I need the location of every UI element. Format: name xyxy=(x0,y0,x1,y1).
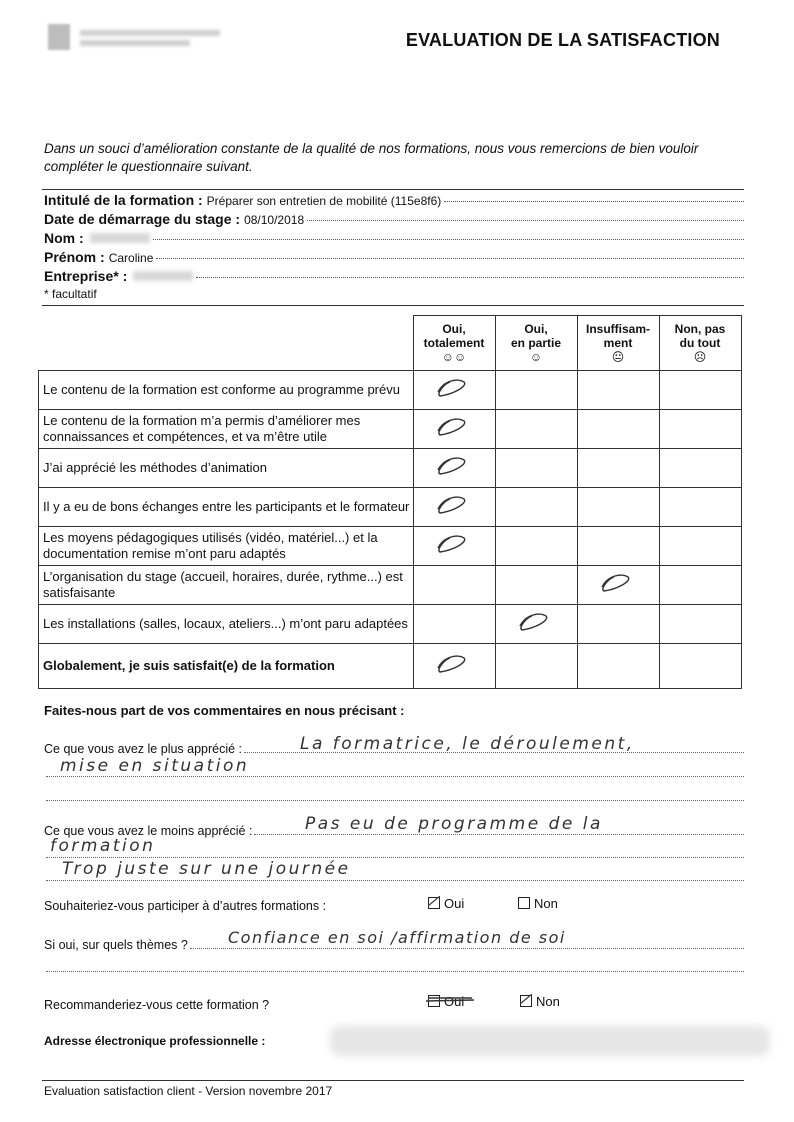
checkbox-checked-icon[interactable] xyxy=(520,995,532,1007)
autres-non-option[interactable]: Non xyxy=(518,896,558,911)
rating-cell[interactable] xyxy=(659,605,741,644)
table-row xyxy=(39,410,742,449)
rating-cell[interactable] xyxy=(577,371,659,410)
formation-value: Préparer son entretien de mobilité (115e8f6) xyxy=(206,194,442,208)
rating-cell[interactable] xyxy=(659,527,741,566)
question-text: Globalement, je suis satisfait(e) de la formation xyxy=(39,644,414,689)
comments-heading: Faites-nous part de vos commentaires en nous précisant : xyxy=(44,703,405,718)
redacted-name xyxy=(90,233,150,243)
rating-cell[interactable] xyxy=(495,488,577,527)
rating-cell[interactable] xyxy=(413,371,495,410)
smiley-icon: ☺☺ xyxy=(441,350,467,364)
date-field xyxy=(44,211,744,229)
check-mark-icon xyxy=(434,495,474,519)
rating-cell[interactable] xyxy=(659,566,741,605)
prenom-label: Prénom : xyxy=(44,249,105,265)
recommand-line xyxy=(44,992,744,1012)
rating-cell[interactable] xyxy=(413,605,495,644)
question-text: Le contenu de la formation m’a permis d’améliorer mes connaissances et compétences, et va m’être utile xyxy=(39,410,414,449)
plus-apprecie-answer-2: mise en situation xyxy=(60,756,250,776)
rating-cell[interactable] xyxy=(659,449,741,488)
facultatif-note: * facultatif xyxy=(44,287,97,301)
check-mark-icon xyxy=(434,654,474,678)
autres-formations-label: Souhaiteriez-vous participer à d’autres formations : xyxy=(44,899,327,913)
dotted-line xyxy=(44,955,744,975)
themes-answer: Confiance en soi /affirmation de soi xyxy=(228,928,566,947)
date-value: 08/10/2018 xyxy=(244,213,305,227)
footer-text: Evaluation satisfaction client - Version novembre 2017 xyxy=(44,1084,333,1098)
table-row xyxy=(39,566,742,605)
evaluation-table xyxy=(38,315,742,689)
check-mark-icon xyxy=(598,573,638,597)
moins-apprecie-label: Ce que vous avez le moins apprécié : xyxy=(44,824,253,838)
question-text: Il y a eu de bons échanges entre les participants et le formateur xyxy=(39,488,414,527)
question-text: Les moyens pédagogiques utilisés (vidéo, matériel...) et la documentation remise m’ont paru adaptés xyxy=(39,527,414,566)
rating-cell[interactable] xyxy=(577,566,659,605)
question-text: Le contenu de la formation est conforme au programme prévu xyxy=(39,371,414,410)
prenom-field xyxy=(44,249,744,267)
nom-label: Nom : xyxy=(44,230,84,246)
check-mark-icon xyxy=(516,612,556,636)
intro-text: Dans un souci d’amélioration constante de la qualité de nos formations, nous vous remercions de bien vouloir compléter le questionnaire suivant. xyxy=(44,141,699,174)
rating-cell[interactable] xyxy=(577,410,659,449)
rating-cell[interactable] xyxy=(495,566,577,605)
dotted-line xyxy=(44,784,744,804)
check-mark-icon xyxy=(434,456,474,480)
table-row xyxy=(39,605,742,644)
check-mark-icon xyxy=(434,417,474,441)
question-text: Les installations (salles, locaux, ateliers...) m’ont paru adaptées xyxy=(39,605,414,644)
redacted-entreprise xyxy=(133,271,193,281)
rating-cell[interactable] xyxy=(413,644,495,689)
recommand-label: Recommanderiez-vous cette formation ? xyxy=(44,998,270,1012)
plus-apprecie-answer-1: La formatrice, le déroulement, xyxy=(300,734,635,754)
moins-apprecie-answer-2: formation xyxy=(50,836,156,856)
prenom-value: Caroline xyxy=(108,251,154,265)
header-oui-totalement: Oui, totalement ☺☺ xyxy=(413,316,495,371)
redacted-email xyxy=(330,1026,770,1056)
themes-label: Si oui, sur quels thèmes ? xyxy=(44,938,188,952)
divider xyxy=(42,189,744,190)
rating-cell[interactable] xyxy=(659,644,741,689)
company-logo xyxy=(48,24,228,52)
rating-cell[interactable] xyxy=(577,449,659,488)
moins-apprecie-answer-1: Pas eu de programme de la xyxy=(305,814,603,834)
rating-cell[interactable] xyxy=(495,371,577,410)
rating-cell[interactable] xyxy=(413,488,495,527)
table-row xyxy=(39,644,742,689)
autres-formations-line xyxy=(44,893,744,913)
rating-cell[interactable] xyxy=(659,371,741,410)
rating-cell[interactable] xyxy=(413,449,495,488)
rating-cell[interactable] xyxy=(577,488,659,527)
rating-cell[interactable] xyxy=(413,410,495,449)
rating-cell[interactable] xyxy=(495,410,577,449)
rating-cell[interactable] xyxy=(577,644,659,689)
checkbox-icon[interactable] xyxy=(518,897,530,909)
sad-face-icon: ☹ xyxy=(693,350,707,364)
date-label: Date de démarrage du stage : xyxy=(44,211,241,227)
page-title: EVALUATION DE LA SATISFACTION xyxy=(405,30,720,50)
moins-apprecie-answer-3: Trop juste sur une journée xyxy=(62,859,351,879)
rating-cell[interactable] xyxy=(495,527,577,566)
check-mark-icon xyxy=(434,378,474,402)
question-text: L’organisation du stage (accueil, horaires, durée, rythme...) est satisfaisante xyxy=(39,566,414,605)
entreprise-label: Entreprise* : xyxy=(44,268,128,284)
table-row xyxy=(39,527,742,566)
rating-cell[interactable] xyxy=(659,410,741,449)
rating-cell[interactable] xyxy=(577,527,659,566)
autres-oui-option[interactable]: Oui xyxy=(428,896,464,911)
neutral-face-icon: 😐 xyxy=(611,350,625,364)
header-non-pas-du-tout: Non, pas du tout ☹ xyxy=(659,316,741,371)
table-row xyxy=(39,449,742,488)
entreprise-field xyxy=(44,268,744,286)
formation-field xyxy=(44,192,744,210)
recommand-non-option[interactable]: Non xyxy=(520,994,560,1009)
rating-cell[interactable] xyxy=(495,605,577,644)
nom-field xyxy=(44,230,744,248)
rating-cell[interactable] xyxy=(413,527,495,566)
plus-apprecie-label: Ce que vous avez le plus apprécié : xyxy=(44,742,243,756)
header-insuffisamment: Insuffisam- ment 😐 xyxy=(577,316,659,371)
recommand-oui-option[interactable]: Oui xyxy=(428,994,464,1009)
table-row xyxy=(39,488,742,527)
rating-cell[interactable] xyxy=(495,644,577,689)
rating-cell[interactable] xyxy=(413,566,495,605)
checkbox-checked-icon[interactable] xyxy=(428,897,440,909)
smiley-icon: ☺ xyxy=(529,350,543,364)
check-mark-icon xyxy=(434,534,474,558)
email-label: Adresse électronique professionnelle : xyxy=(44,1034,266,1048)
formation-label: Intitulé de la formation : xyxy=(44,192,203,208)
divider xyxy=(42,1080,744,1081)
question-text: J’ai apprécié les méthodes d’animation xyxy=(39,449,414,488)
rating-cell[interactable] xyxy=(495,449,577,488)
rating-cell[interactable] xyxy=(659,488,741,527)
table-row xyxy=(39,371,742,410)
divider xyxy=(42,305,744,306)
header-oui-en-partie: Oui, en partie ☺ xyxy=(495,316,577,371)
rating-cell[interactable] xyxy=(577,605,659,644)
